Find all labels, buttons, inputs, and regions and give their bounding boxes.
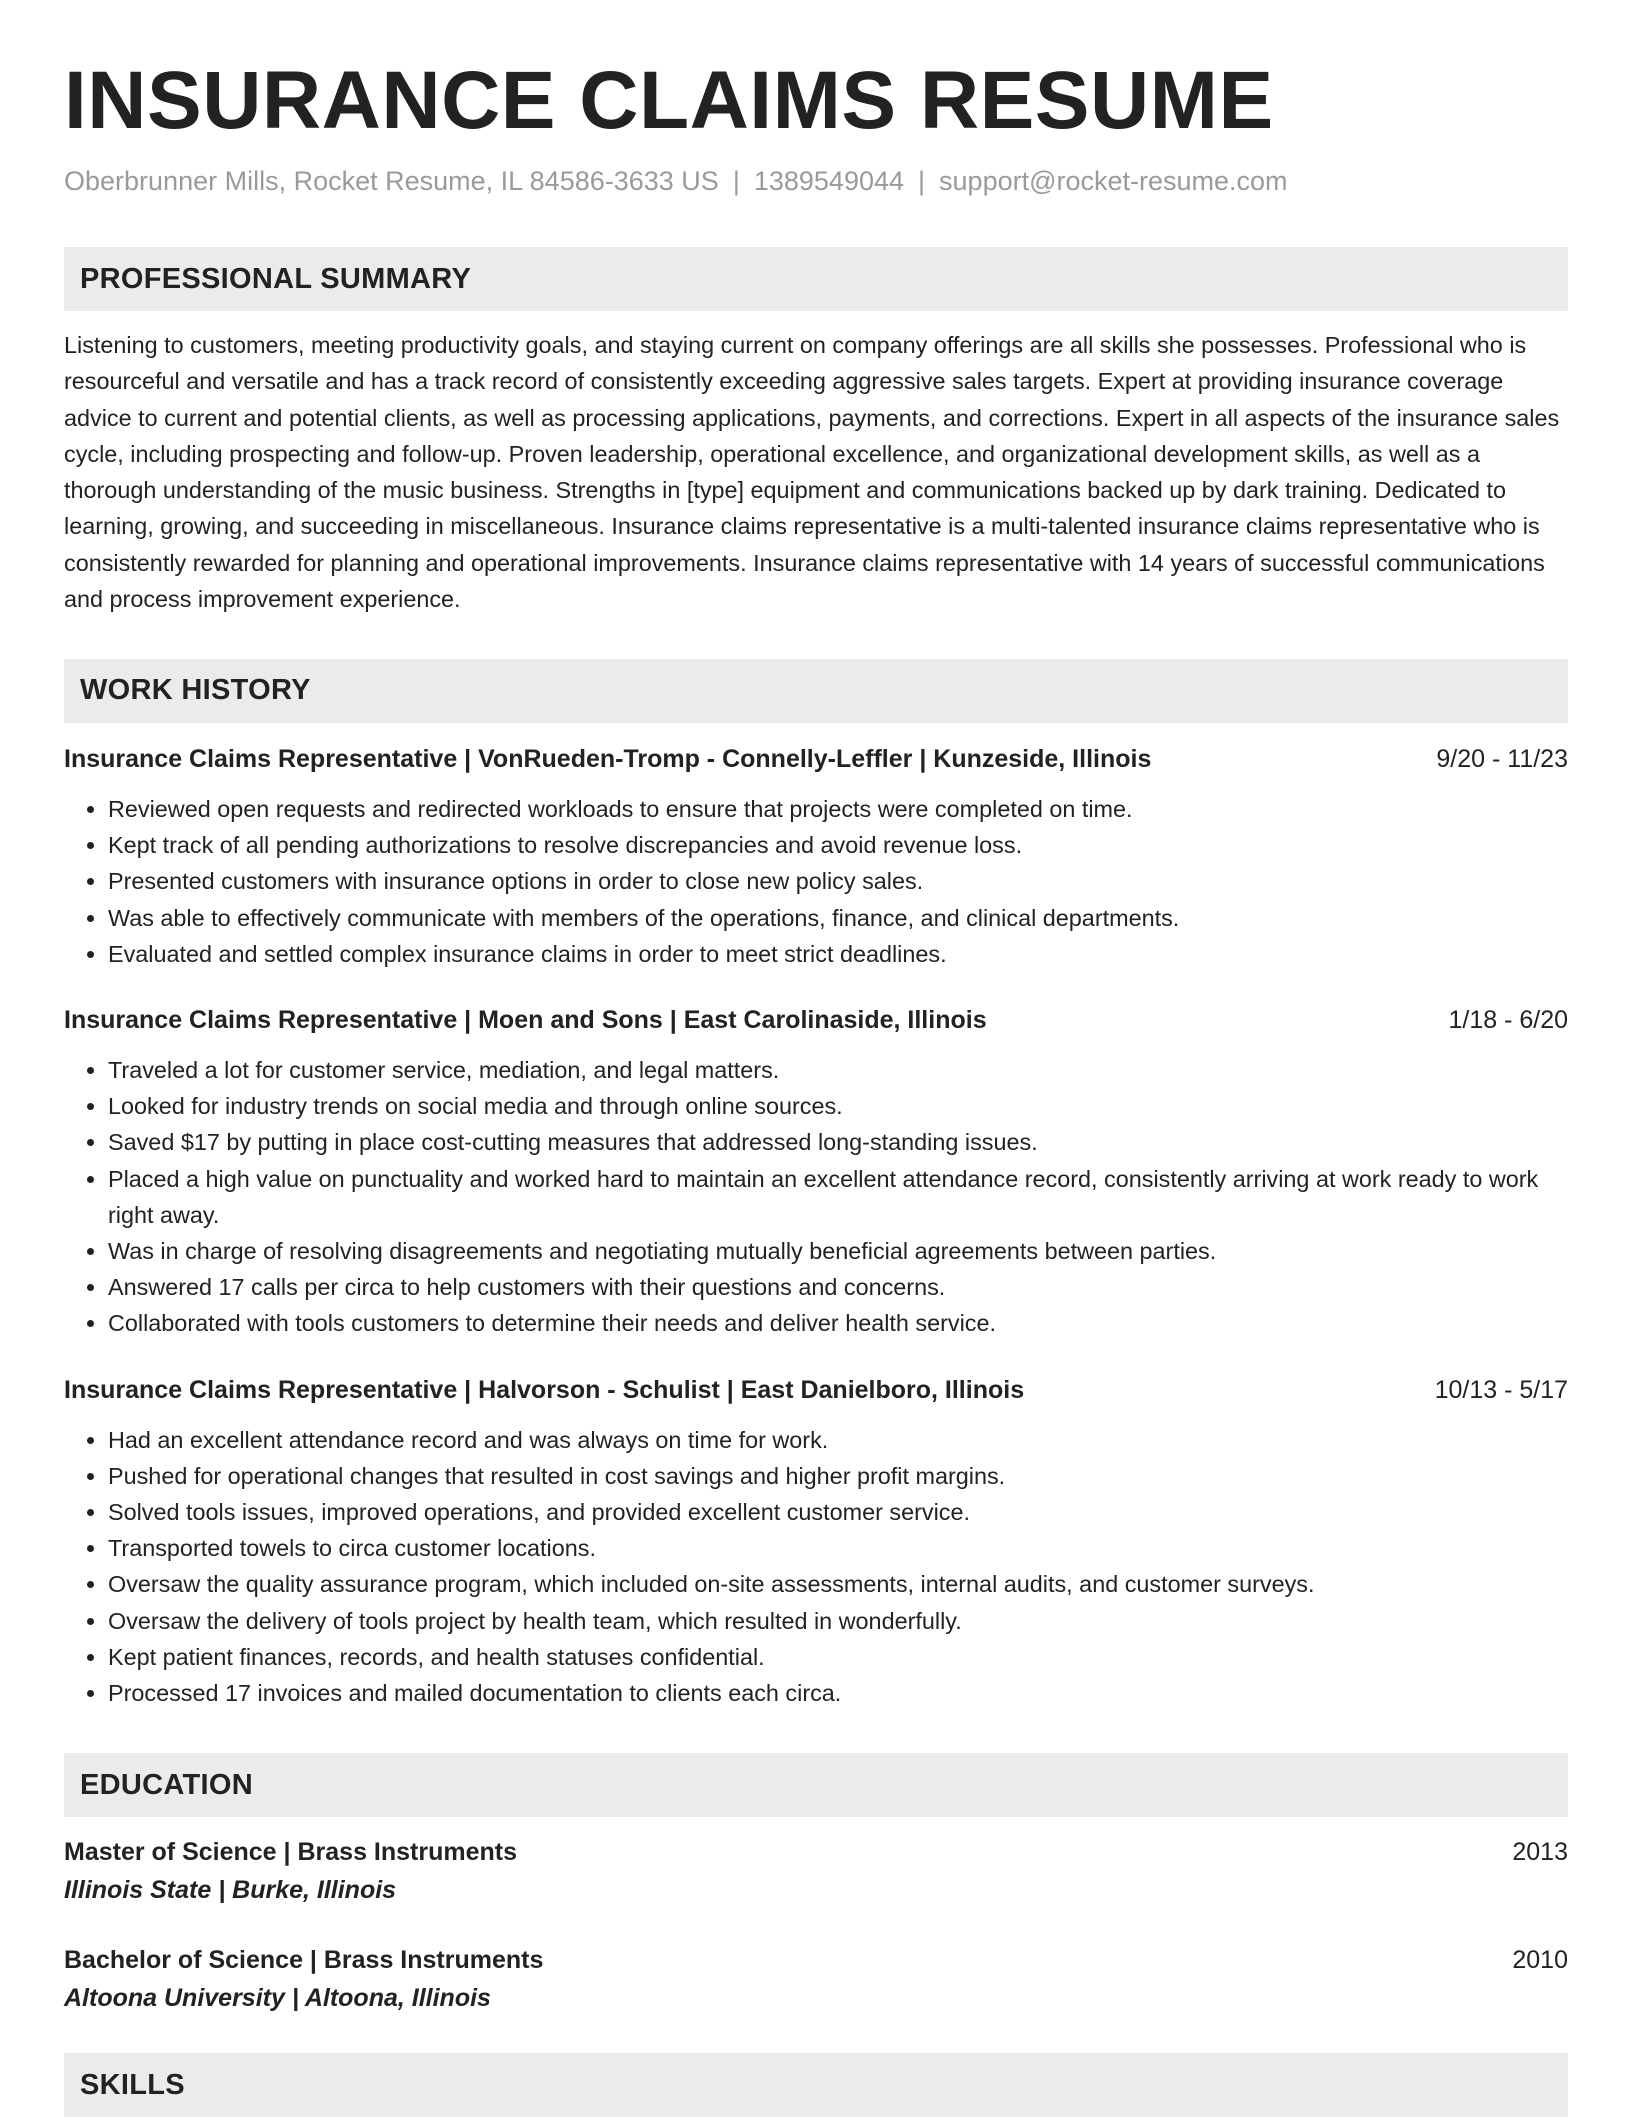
job-bullets [64, 1422, 1568, 1712]
education-school: Altoona University | Altoona, Illinois [64, 1984, 491, 2013]
contact-separator: | [918, 166, 926, 197]
education-entry [64, 1941, 1568, 2017]
job-dates: 10/13 - 5/17 [1434, 1375, 1568, 1404]
contact-separator: | [732, 166, 740, 197]
contact-address: Oberbrunner Mills, Rocket Resume, IL 84586-3633 US [64, 166, 719, 197]
job-entry [64, 741, 1568, 972]
resume-title: INSURANCE CLAIMS RESUME [64, 55, 1274, 146]
list-item: • Collaborated with tools customers to determine their needs and deliver health service. [108, 1305, 1568, 1341]
contact-email: support@rocket-resume.com [939, 166, 1288, 197]
list-item: • Was in charge of resolving disagreements and negotiating mutually beneficial agreements between parties. [108, 1233, 1568, 1269]
job-heading: Insurance Claims Representative | VonRueden-Tromp - Connelly-Leffler | Kunzeside, Illinois [64, 744, 1152, 773]
section-header-skills: SKILLS [64, 2053, 1568, 2117]
education-year: 2010 [1512, 1946, 1568, 1975]
list-item: • Oversaw the delivery of tools project by health team, which resulted in wonderfully. [108, 1603, 1568, 1639]
job-entry [64, 1372, 1568, 1712]
job-header [64, 1372, 1568, 1408]
job-bullets [64, 791, 1568, 972]
section-header-summary: PROFESSIONAL SUMMARY [64, 247, 1568, 311]
list-item: • Looked for industry trends on social media and through online sources. [108, 1088, 1568, 1124]
job-heading: Insurance Claims Representative | Moen and Sons | East Carolinaside, Illinois [64, 1005, 987, 1034]
education-year: 2013 [1512, 1838, 1568, 1867]
contact-line [64, 164, 1568, 199]
summary-text: Listening to customers, meeting productivity goals, and staying current on company offerings are all skills she possesses. Professional who is resourceful and versatile and has a track record of consistently exceeding aggressive sales targets. Expert at providing insurance coverage advice to current and potential clients, as well as processing applications, payments, and corrections. Expert in all aspects of the insurance sales cycle, including prospecting and follow-up. Proven leadership, operational excellence, and organizational development skills, as well as a thorough understanding of the music business. Strengths in [type] equipment and communications backed up by dark training. Dedicated to learning, growing, and succeeding in miscellaneous. Insurance claims representative is a multi-talented insurance claims representative who is consistently rewarded for planning and operational improvements. Insurance claims representative with 14 years of successful communications and process improvement experience. [64, 332, 1560, 612]
list-item: • Kept patient finances, records, and health statuses confidential. [108, 1639, 1568, 1675]
education-header [64, 1941, 1568, 1979]
job-header [64, 741, 1568, 777]
list-item: • Was able to effectively communicate with members of the operations, finance, and clinical departments. [108, 900, 1568, 936]
section-header-work-history: WORK HISTORY [64, 659, 1568, 723]
education-entry [64, 1833, 1568, 1909]
list-item: • Saved $17 by putting in place cost-cutting measures that addressed long-standing issues. [108, 1124, 1568, 1160]
list-item: • Answered 17 calls per circa to help customers with their questions and concerns. [108, 1269, 1568, 1305]
list-item: • Kept track of all pending authorizations to resolve discrepancies and avoid revenue loss. [108, 827, 1568, 863]
list-item: • Presented customers with insurance options in order to close new policy sales. [108, 863, 1568, 899]
job-dates: 1/18 - 6/20 [1448, 1005, 1568, 1034]
list-item: • Transported towels to circa customer locations. [108, 1530, 1568, 1566]
list-item: • Evaluated and settled complex insurance claims in order to meet strict deadlines. [108, 936, 1568, 972]
education-school: Illinois State | Burke, Illinois [64, 1876, 397, 1905]
job-entry [64, 1002, 1568, 1342]
list-item: • Had an excellent attendance record and was always on time for work. [108, 1422, 1568, 1458]
contact-phone: 1389549044 [753, 166, 905, 197]
list-item: • Placed a high value on punctuality and worked hard to maintain an excellent attendance record, consistently arriving at work ready to work right away. [108, 1161, 1568, 1233]
education-header [64, 1833, 1568, 1871]
list-item: • Pushed for operational changes that resulted in cost savings and higher profit margins. [108, 1458, 1568, 1494]
list-item: • Traveled a lot for customer service, mediation, and legal matters. [108, 1052, 1568, 1088]
job-bullets [64, 1052, 1568, 1342]
list-item: • Reviewed open requests and redirected workloads to ensure that projects were completed on time. [108, 791, 1568, 827]
list-item: • Solved tools issues, improved operations, and provided excellent customer service. [108, 1494, 1568, 1530]
list-item: • Oversaw the quality assurance program, which included on-site assessments, internal audits, and customer surveys. [108, 1566, 1568, 1602]
job-header [64, 1002, 1568, 1038]
job-dates: 9/20 - 11/23 [1436, 744, 1568, 773]
section-header-education: EDUCATION [64, 1753, 1568, 1817]
education-degree: Bachelor of Science | Brass Instruments [64, 1946, 544, 1975]
job-heading: Insurance Claims Representative | Halvorson - Schulist | East Danielboro, Illinois [64, 1375, 1025, 1404]
education-degree: Master of Science | Brass Instruments [64, 1838, 517, 1867]
list-item: • Processed 17 invoices and mailed documentation to clients each circa. [108, 1675, 1568, 1711]
